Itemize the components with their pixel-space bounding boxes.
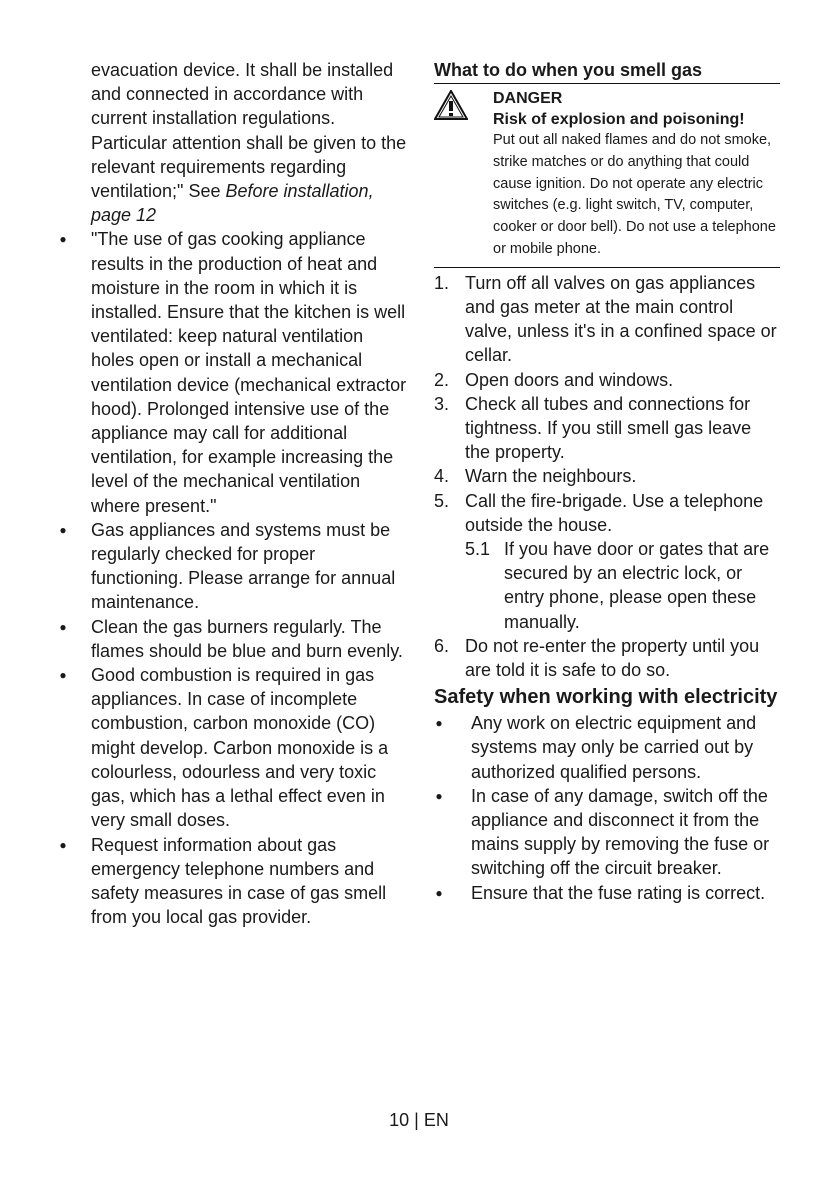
- danger-body: [434, 88, 780, 261]
- bullet-item: [58, 663, 410, 832]
- bullet-text: Clean the gas burners regularly. The flames should be blue and burn evenly.: [91, 616, 403, 661]
- bullet-item: [434, 784, 780, 881]
- bullet-icon: ●: [59, 522, 67, 537]
- intro-paragraph: [58, 58, 410, 227]
- danger-text: Put out all naked flames and do not smoke, strike matches or do anything that could cause ignition. Do not operate any electric switches (e.g. light switch, TV, computer, cooker or door bell). Do not use a telephone or mobile phone.: [493, 132, 776, 257]
- bullet-item: [58, 833, 410, 930]
- step-number: 1.: [434, 272, 450, 293]
- step-text: Check all tubes and connections for tightness. If you still smell gas leave the property.: [465, 393, 752, 463]
- bullet-item: [58, 227, 410, 517]
- bullet-text: In case of any damage, switch off the appliance and disconnect it from the mains supply by removing the fuse or switching off the circuit breaker.: [471, 785, 770, 879]
- page-footer: 10 | EN: [389, 1110, 449, 1130]
- bullet-text: "The use of gas cooking appliance results in the production of heat and moisture in the room in which it is installed. Ensure that the kitchen is well ventilated: keep natural ventilation holes open or install a mechanical ventilation device (mechanical extractor hood). Prolonged intensive use of the appliance may call for additional ventilation, for example increasing the level of the mechanical ventilation where present.": [91, 229, 407, 516]
- danger-box: [434, 84, 780, 268]
- bullet-text: Ensure that the fuse rating is correct.: [471, 882, 766, 903]
- electricity-heading: Safety when working with electricity: [434, 686, 778, 709]
- intro-text: evacuation device. It shall be installed and connected in accordance with current installation regulations. Particular attention shall be given to the relevant requirements regarding ventilation;" See: [91, 60, 407, 202]
- step-item: [434, 464, 780, 488]
- bullet-text: Any work on electric equipment and systems may only be carried out by authorized qualified persons.: [471, 713, 757, 782]
- step-item: [434, 392, 780, 465]
- right-column: [434, 58, 780, 905]
- bullet-item: [434, 711, 780, 784]
- bullet-icon: ●: [435, 885, 443, 900]
- step-text: Warn the neighbours.: [465, 466, 637, 487]
- bullet-icon: ●: [59, 232, 67, 247]
- bullet-item: [58, 518, 410, 615]
- bullet-text: Request information about gas emergency telephone numbers and safety measures in case of gas smell from you local gas provider.: [91, 834, 387, 928]
- step-text: Open doors and windows.: [465, 369, 674, 390]
- step-item: [434, 489, 780, 537]
- danger-title: DANGER: [493, 90, 563, 107]
- substep-text: If you have door or gates that are secured by an electric lock, or entry phone, please open these manually.: [504, 539, 770, 632]
- bullet-icon: ●: [435, 788, 443, 803]
- step-number: 6.: [434, 635, 450, 656]
- bullet-icon: ●: [59, 619, 67, 634]
- warning-triangle-icon: [434, 90, 468, 120]
- bullet-text: Gas appliances and systems must be regularly checked for proper functioning. Please arrange for annual maintenance.: [91, 519, 396, 613]
- step-number: 3.: [434, 393, 450, 414]
- step-text: Do not re-enter the property until you are told it is safe to do so.: [465, 635, 760, 681]
- intro-reference: Before installation, page 12: [91, 181, 374, 226]
- bullet-item: [58, 615, 410, 663]
- bullet-item: [434, 881, 780, 905]
- step-text: Turn off all valves on gas appliances and gas meter at the main control valve, unless it's in a confined space or cellar.: [465, 272, 777, 366]
- bullet-icon: ●: [59, 837, 67, 852]
- step-item: [434, 634, 780, 682]
- bullet-icon: ●: [435, 716, 443, 731]
- gas-smell-heading: What to do when you smell gas: [434, 58, 780, 84]
- left-column: [58, 58, 410, 929]
- step-item: [434, 271, 780, 368]
- step-item: [434, 368, 780, 392]
- bullet-text: Good combustion is required in gas appliances. In case of incomplete combustion, carbon monoxide (CO) might develop. Carbon monoxide is a colourless, odourless and very toxic gas, which has a lethal effect even in very small doses.: [91, 665, 389, 831]
- step-text: Call the fire-brigade. Use a telephone outside the house.: [465, 490, 764, 535]
- step-number: 2.: [434, 369, 450, 390]
- substep-item: [434, 537, 780, 634]
- danger-subtitle: Risk of explosion and poisoning!: [493, 111, 745, 128]
- bullet-icon: ●: [59, 668, 67, 683]
- step-number: 4.: [434, 466, 450, 487]
- substep-number: 5.1: [465, 539, 491, 560]
- step-number: 5.: [434, 490, 450, 511]
